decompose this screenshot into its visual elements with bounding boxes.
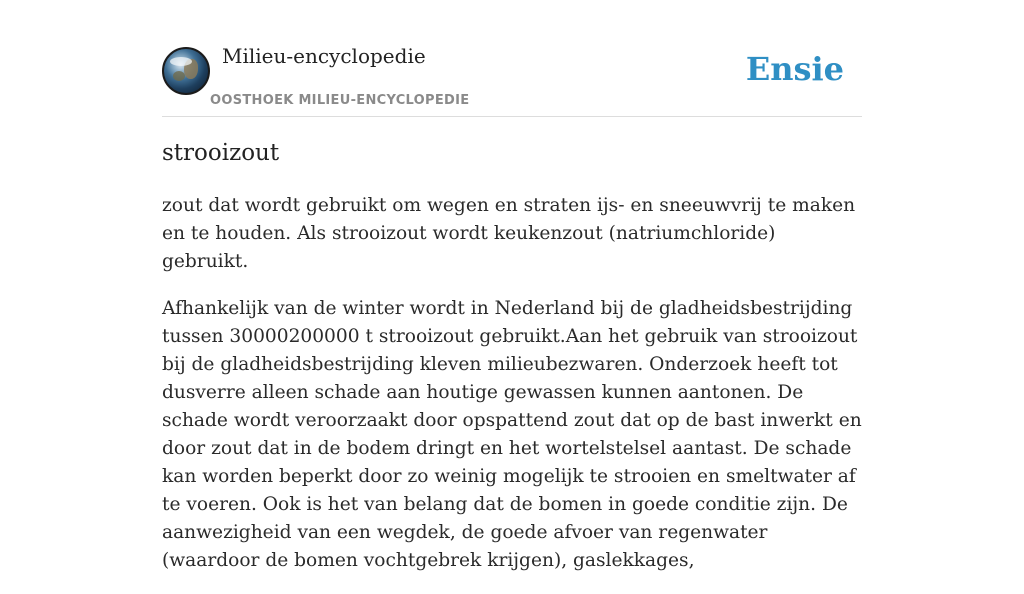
- site-name-link[interactable]: Milieu-encyclopedie: [222, 44, 426, 68]
- brand-logo-link[interactable]: Ensie: [745, 50, 844, 88]
- globe-cloud-shape: [170, 57, 192, 66]
- article-title: strooizout: [162, 140, 280, 166]
- globe-land-shape: [173, 71, 185, 81]
- article-paragraph: zout dat wordt gebruikt om wegen en straten ijs- en sneeuwvrij te maken en te houden. Als strooizout wordt keukenzout (natriumchloride) gebruikt.: [162, 195, 856, 272]
- article-paragraph: Afhankelijk van de winter wordt in Nederland bij de gladheidsbestrijding tussen 30000200000 t strooizout gebruikt.Aan het gebruik van strooizout bij de gladheidsbestrijding kleven milieubezwaren. Onderzoek heeft tot dusverre alleen schade aan houtige gewassen kunnen aantonen. De schade wordt veroorzaakt door opspattend zout dat op de bast inwerkt en door zout dat in de bodem dringt en het wortelstelsel aantast. De schade kan worden beperkt door zo weinig mogelijk te strooien en smeltwater af te voeren. Ook is het van belang dat de bomen in goede conditie zijn. De aanwezigheid van een wegdek, de goede afvoer van regenwater (waardoor de bomen vochtgebrek krijgen), gaslekkages,: [162, 298, 862, 571]
- article-body: [162, 192, 862, 594]
- site-subtitle: OOSTHOEK MILIEU-ENCYCLOPEDIE: [210, 93, 470, 108]
- earth-globe-icon[interactable]: [162, 47, 210, 95]
- page: [162, 0, 862, 571]
- site-header: [162, 0, 862, 117]
